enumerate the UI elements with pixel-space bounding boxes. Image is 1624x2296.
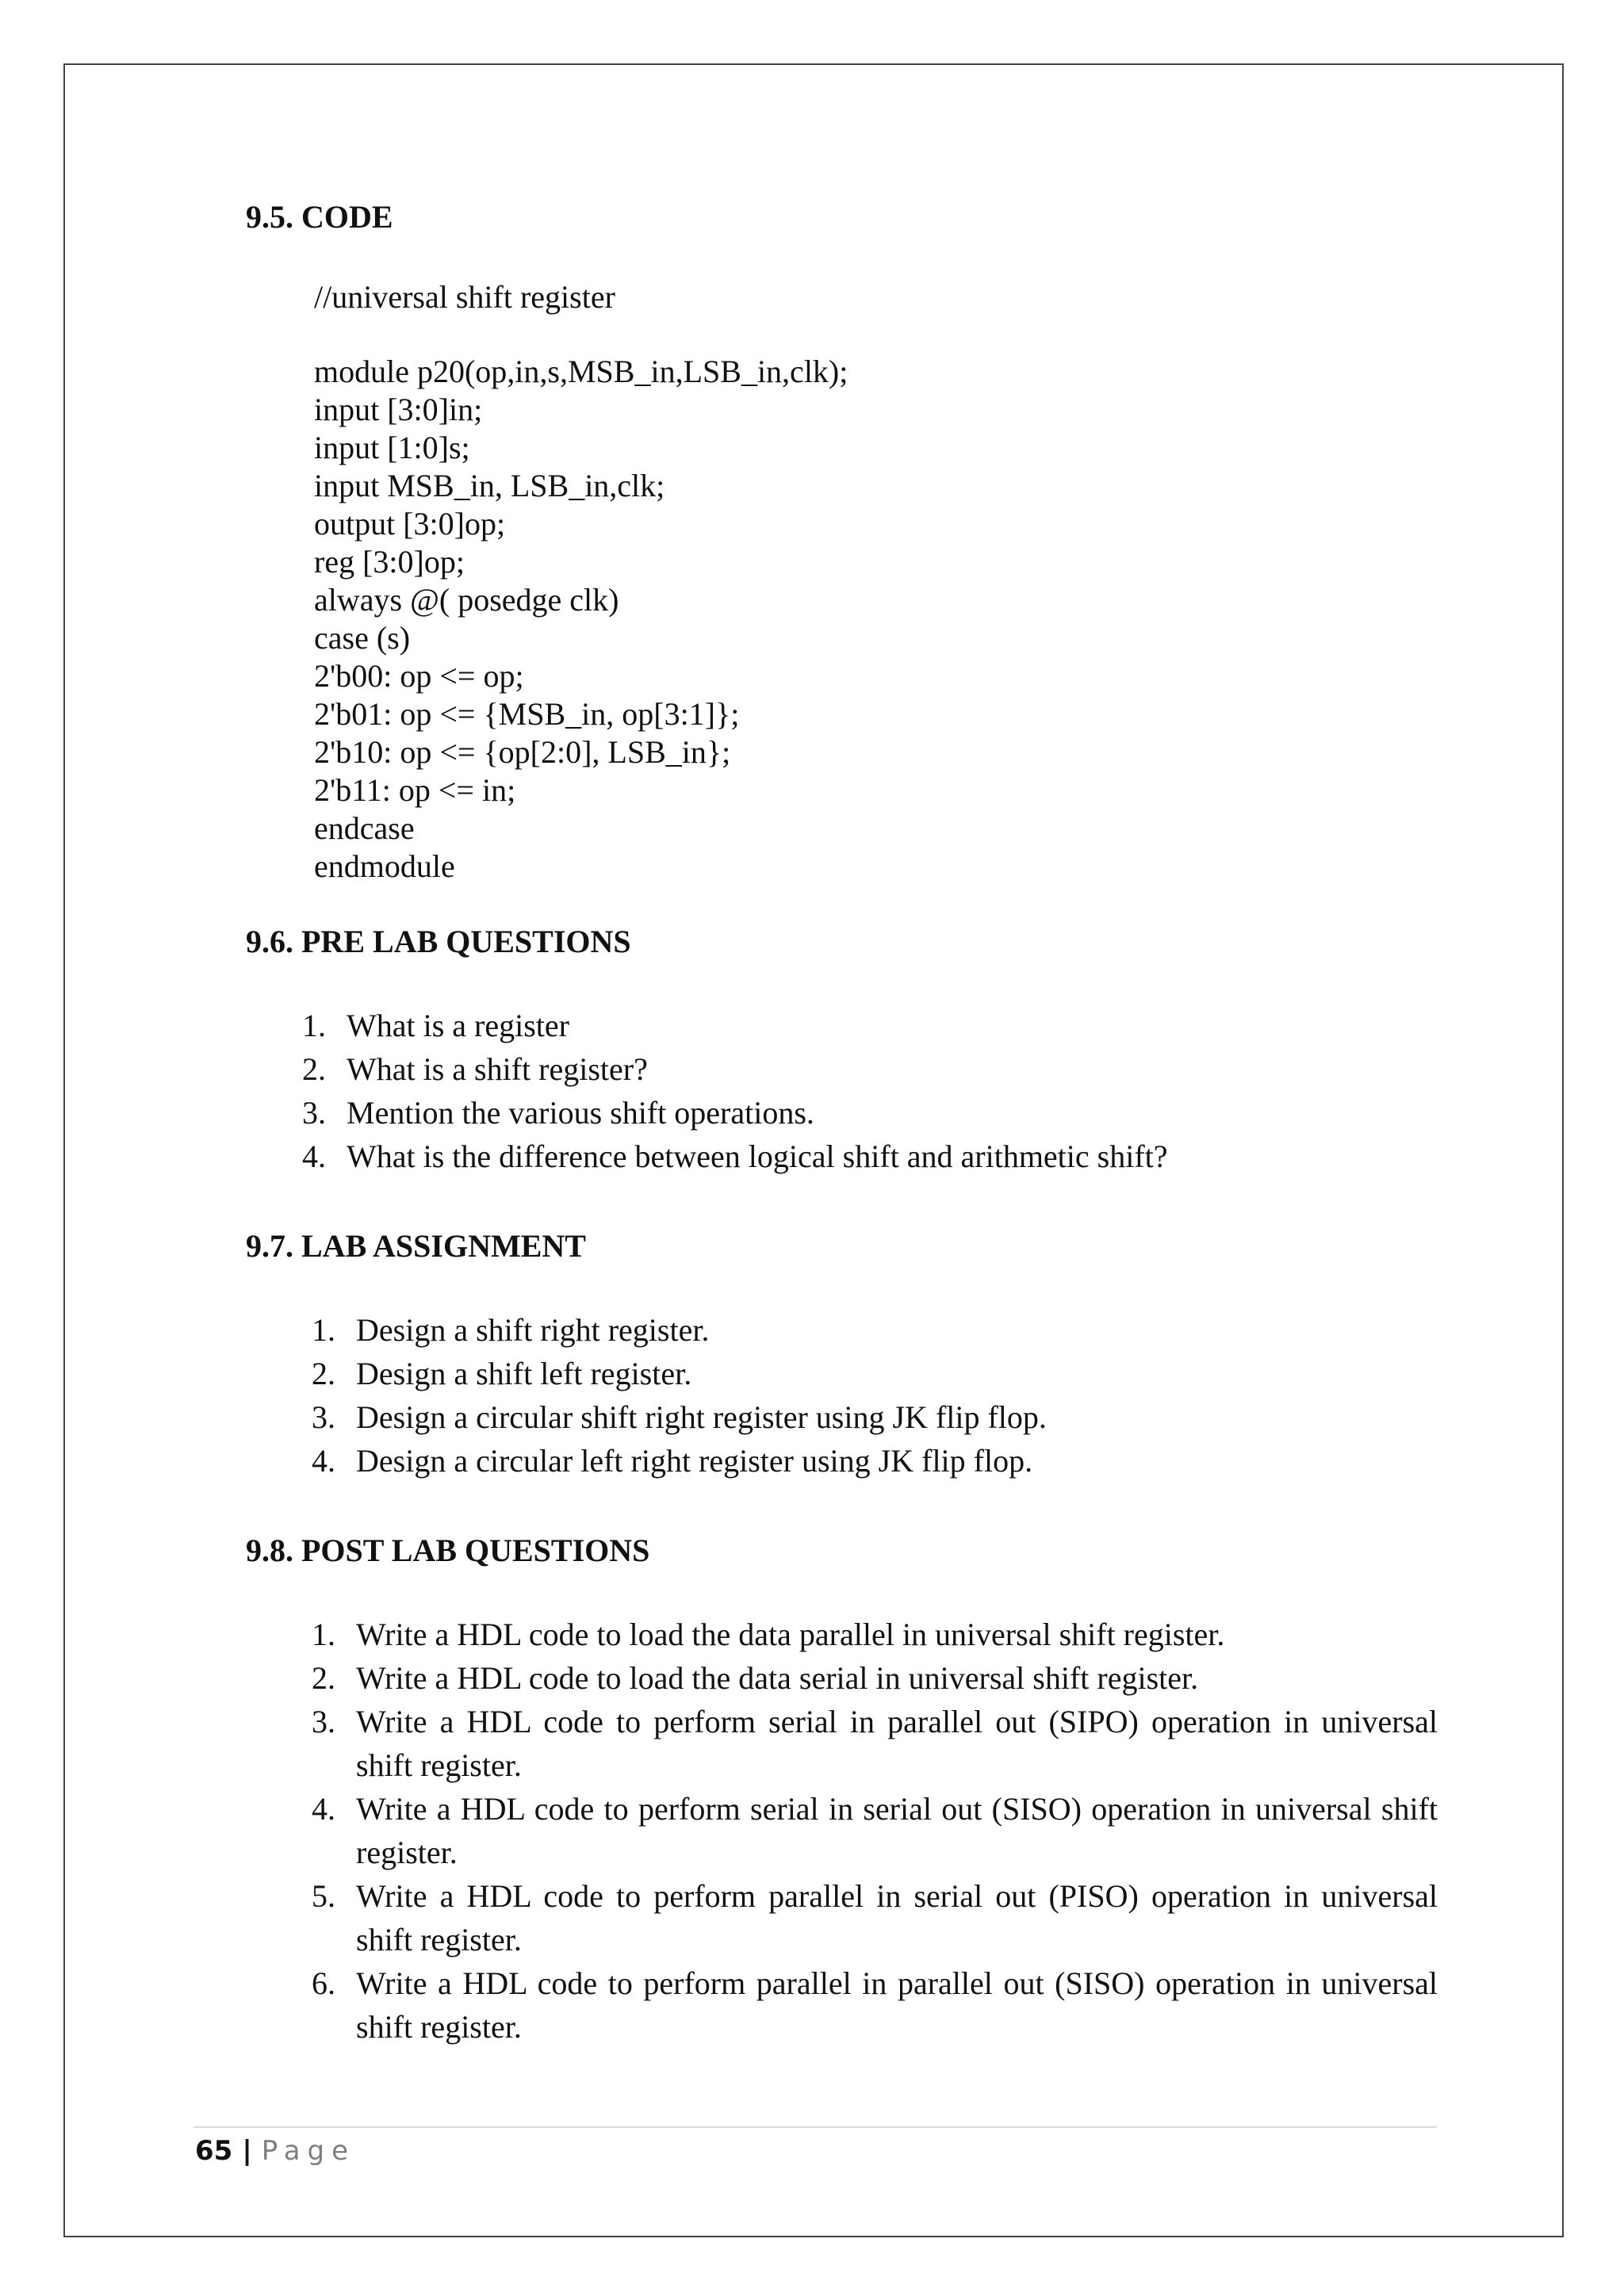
list-item-text: Write a HDL code to load the data parallel in universal shift register. — [356, 1617, 1225, 1652]
code-line: module p20(op,in,s,MSB_in,LSB_in,clk); — [314, 354, 848, 389]
post-lab-question-list — [312, 1613, 1438, 2049]
code-line: input [1:0]s; — [314, 430, 470, 465]
section-heading-pre-lab: 9.6. PRE LAB QUESTIONS — [246, 924, 631, 959]
list-item — [302, 1004, 1457, 1047]
list-item-number: 5. — [312, 1878, 335, 1914]
list-item — [302, 1091, 1457, 1135]
list-item-number: 4. — [312, 1443, 335, 1479]
list-item-number: 4. — [302, 1138, 326, 1174]
list-item-text: Design a shift left register. — [356, 1356, 692, 1391]
list-item-number: 3. — [312, 1704, 335, 1739]
list-item-number: 6. — [312, 1965, 335, 2001]
code-line: input MSB_in, LSB_in,clk; — [314, 468, 665, 503]
list-item — [312, 1352, 1466, 1395]
code-line: always @( posedge clk) — [314, 582, 619, 618]
lab-assignment-list — [312, 1308, 1466, 1483]
code-line: case (s) — [314, 620, 411, 656]
list-item — [312, 1439, 1466, 1483]
pre-lab-question-list — [302, 1004, 1457, 1178]
list-item-number: 2. — [312, 1356, 335, 1391]
footer-separator: | — [242, 2135, 252, 2167]
list-item — [312, 1395, 1466, 1439]
page-footer — [195, 2133, 355, 2168]
code-line: endmodule — [314, 848, 455, 884]
list-item — [312, 1308, 1466, 1352]
list-item — [312, 1874, 1438, 1961]
code-line: reg [3:0]op; — [314, 544, 465, 580]
list-item-text: What is the difference between logical shift and arithmetic shift? — [347, 1138, 1168, 1174]
section-heading-lab-assignment: 9.7. LAB ASSIGNMENT — [246, 1228, 586, 1264]
code-line: output [3:0]op; — [314, 506, 506, 541]
code-line: 2'b10: op <= {op[2:0], LSB_in}; — [314, 734, 731, 770]
list-item — [302, 1135, 1457, 1178]
list-item — [312, 1787, 1438, 1874]
list-item-number: 2. — [312, 1660, 335, 1696]
list-item — [312, 1700, 1438, 1787]
list-item-number: 1. — [302, 1008, 326, 1043]
list-item-text: What is a register — [347, 1008, 569, 1043]
section-heading-code: 9.5. CODE — [246, 199, 393, 235]
list-item-text: Write a HDL code to load the data serial in universal shift register. — [356, 1660, 1199, 1696]
list-item-text: Write a HDL code to perform parallel in parallel out (SISO) operation in universal shift register. — [356, 1965, 1438, 2045]
list-item — [312, 1613, 1438, 1656]
list-item-text: Write a HDL code to perform serial in parallel out (SIPO) operation in universal shift register. — [356, 1704, 1438, 1783]
list-item-text: Design a circular left right register using JK flip flop. — [356, 1443, 1033, 1479]
list-item-text: Design a circular shift right register using JK flip flop. — [356, 1399, 1047, 1435]
code-comment-line: //universal shift register — [314, 279, 615, 315]
list-item — [312, 1656, 1438, 1700]
code-line: 2'b11: op <= in; — [314, 772, 516, 808]
list-item-text: Design a shift right register. — [356, 1312, 710, 1348]
list-item-number: 3. — [302, 1095, 326, 1131]
footer-divider — [193, 2126, 1437, 2128]
code-listing — [314, 353, 848, 886]
page-number: 65 — [195, 2135, 233, 2167]
code-line: 2'b01: op <= {MSB_in, op[3:1]}; — [314, 696, 740, 732]
list-item-number: 3. — [312, 1399, 335, 1435]
list-item-number: 4. — [312, 1791, 335, 1827]
list-item-number: 1. — [312, 1312, 335, 1348]
code-line: endcase — [314, 810, 415, 846]
list-item — [312, 1961, 1438, 2049]
code-line: input [3:0]in; — [314, 392, 483, 427]
code-line: 2'b00: op <= op; — [314, 658, 524, 694]
list-item-text: Mention the various shift operations. — [347, 1095, 814, 1131]
list-item-text: Write a HDL code to perform serial in serial out (SISO) operation in universal shift register. — [356, 1791, 1438, 1870]
list-item-text: Write a HDL code to perform parallel in serial out (PISO) operation in universal shift register. — [356, 1878, 1438, 1957]
list-item-number: 1. — [312, 1617, 335, 1652]
section-heading-post-lab: 9.8. POST LAB QUESTIONS — [246, 1533, 650, 1568]
list-item-number: 2. — [302, 1051, 326, 1087]
list-item — [302, 1047, 1457, 1091]
code-comment — [314, 278, 615, 316]
list-item-text: What is a shift register? — [347, 1051, 648, 1087]
page-label: Page — [261, 2135, 356, 2167]
